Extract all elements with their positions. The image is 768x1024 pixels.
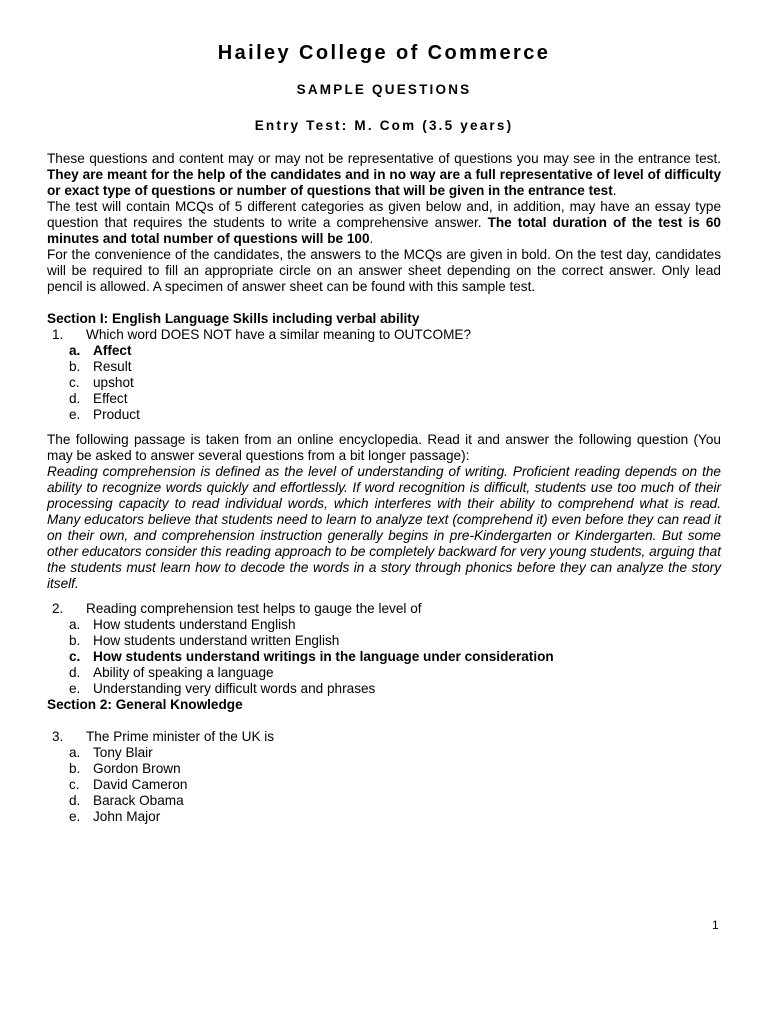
option-item: a. How students understand English [69, 617, 296, 632]
option-item: b. Result [69, 359, 132, 374]
intro-paragraph-3: For the convenience of the candidates, the answers to the MCQs are given in bold. On the test day, candidates will be required to fill an appropriate circle on an answer sheet depending on the correct answer. Only lead pencil is allowed. A specimen of answer sheet can be found with this sample test. [47, 247, 721, 294]
passage-intro: The following passage is taken from an online encyclopedia. Read it and answer the following question (You may be asked to answer several questions from a bit longer passage): [47, 432, 721, 463]
section-1-heading: Section I: English Language Skills including verbal ability [47, 311, 420, 326]
option-item: c. upshot [69, 375, 134, 390]
intro-paragraph-2: The test will contain MCQs of 5 different categories as given below and, in addition, may have an essay type question that requires the students to write a comprehensive answer. The total duration of the test is 60 minutes and total number of questions will be 100. [47, 199, 721, 246]
page-number: 1 [712, 918, 719, 932]
question-3: 3. The Prime minister of the UK is [52, 729, 275, 744]
option-item: b. Gordon Brown [69, 761, 181, 776]
question-1: 1. Which word DOES NOT have a similar meaning to OUTCOME? [52, 327, 472, 342]
entry-test-heading: Entry Test: M. Com (3.5 years) [254, 118, 514, 133]
option-item: e. Product [69, 407, 140, 422]
question-2: 2. Reading comprehension test helps to gauge the level of [52, 601, 422, 616]
option-item: c. David Cameron [69, 777, 188, 792]
option-item: a. Tony Blair [69, 745, 153, 760]
option-item: d. Effect [69, 391, 128, 406]
document-body [47, 151, 721, 825]
question-3-options [47, 745, 721, 825]
section-2-heading: Section 2: General Knowledge [47, 697, 243, 712]
question-2-options [47, 617, 721, 697]
option-item-correct: c. How students understand writings in the language under consideration [69, 649, 554, 664]
document-subtitle: SAMPLE QUESTIONS [296, 82, 472, 97]
intro-paragraph-1: These questions and content may or may not be representative of questions you may see in the entrance test. They are meant for the help of the candidates and in no way are a full representative of level of difficulty or exact type of questions or number of questions that will be given in the entrance test. [47, 151, 721, 198]
option-item: e. Understanding very difficult words and phrases [69, 681, 376, 696]
page-title: Hailey College of Commerce [217, 42, 551, 64]
option-item: b. How students understand written English [69, 633, 340, 648]
option-item: d. Barack Obama [69, 793, 184, 808]
option-item-correct: a. Affect [69, 343, 132, 358]
question-1-options [47, 343, 721, 423]
option-item: d. Ability of speaking a language [69, 665, 274, 680]
reading-passage: Reading comprehension is defined as the level of understanding of writing. Proficient reading depends on the ability to recognize words quickly and effortlessly. If word recognition is difficult, students use too much of their processing capacity to read individual words, which interferes with their ability to comprehend what is read. Many educators believe that students need to learn to analyze text (comprehend it) even before they can read it on their own, and comprehension instruction generally begins in pre-Kindergarten or Kindergarten. But some other educators consider this reading approach to be completely backward for very young students, arguing that the students must learn how to decode the words in a story through phonics before they can analyze the story itself. [47, 464, 721, 591]
option-item: e. John Major [69, 809, 161, 824]
